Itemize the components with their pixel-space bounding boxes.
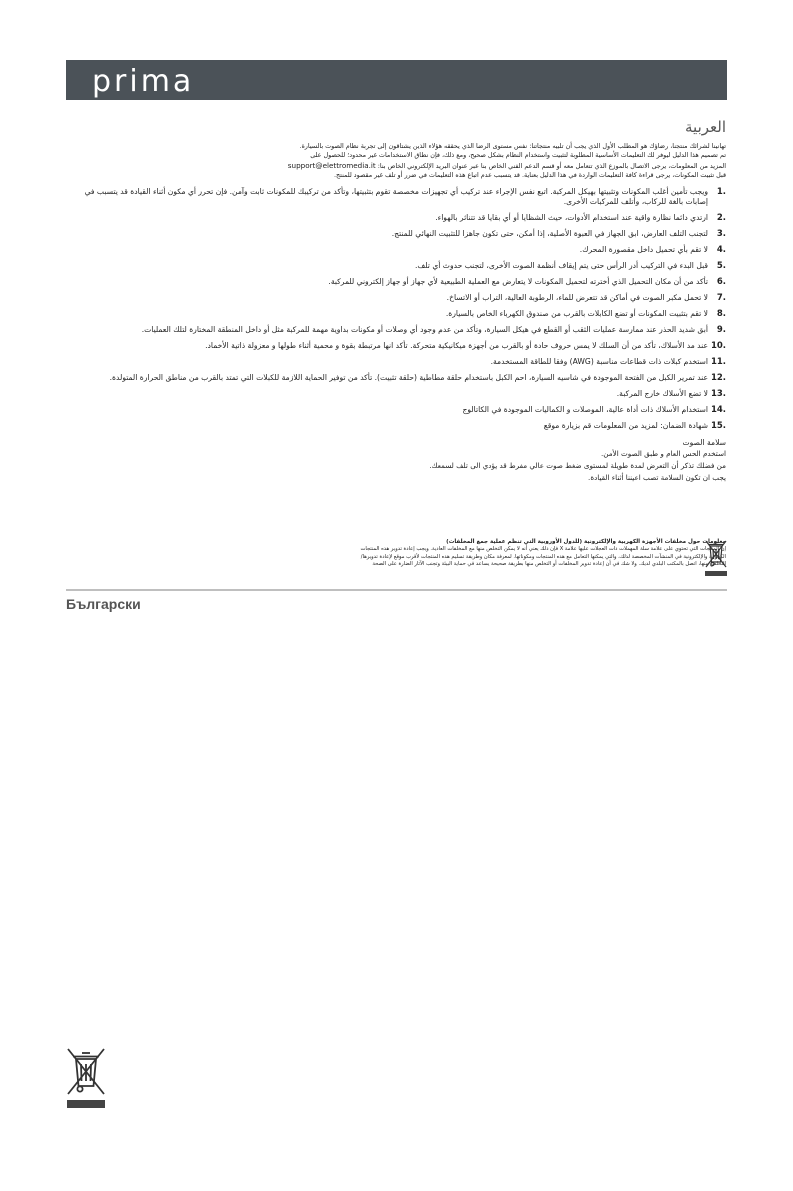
instruction-number: 4. (716, 244, 726, 255)
intro-paragraph-4: قبل تثبيت المكونات، يرجى قراءة كافة التعليمات الواردة في هذا الدليل بعناية. قد يتسبب عدم اتباع هذه التعليمات في ضرر أو تلف غير مقصود للمنتج. (334, 171, 726, 180)
instruction-text: ارتدي دائما نظارة واقية عند استخدام الأدوات، حيث الشظايا أو أي بقايا قد تتناثر بالهواء. (435, 212, 708, 222)
weee-text: إن المنتجات التي تحتوي على علامة سلة المهملات ذات العجلات عليها علامة X فإن ذلك يعني أنه لا يمكن التخلص منها مع المخلفات العادية. ويجب إعادة تدوير هذه المنتجات الكهربية والإلكترونية في المنشآت المخصصة لذلك، والتي يمكنها التعامل مع هذه المنتجات ومكوناتها. لمعرفة مكان وطريقة تسليم هذه المنتجات لأقرب موقع لإعادة تدويرها/ التخلص منها، اتصل بالمكتب البلدي لديك. ولا شك في أن إعادة تدوير المخلفات أو التخلص منها بطريقة صحيحة يساعد في حماية البيئة وتجنب الآثار الضارة على الصحة (360, 546, 726, 568)
instruction-number: 13. (710, 388, 726, 399)
intro-paragraph-3-text: المزيد من المعلومات، يرجى الاتصال بالموزع الذي تتعامل معه أو قسم الدعم الفني الخاص بنا عبر عنوان البريد الإلكتروني الخاص بنا: (377, 161, 726, 170)
instruction-number: 10. (710, 340, 726, 351)
instruction-text: قبل البدء في التركيب أدر الرأس حتى يتم إيقاف أنظمة الصوت الأخرى، لتجنب حدوث أي تلف. (415, 260, 708, 270)
instruction-item (66, 229, 726, 239)
instruction-item (66, 357, 726, 367)
instruction-number: 3. (716, 228, 726, 239)
instruction-text: لتجنب التلف العارض، ابق الجهاز في العبوة الأصلية، إذا أمكن، حتى تكون جاهزا للتثبيت النهائي للمنتج. (391, 228, 708, 238)
instruction-text: ويجب تأمين أغلب المكونات وتثبيتها بهيكل المركبة. اتبع نفس الإجراء عند تركيب أي تجهيزات مخصصة تقوم بتثبيتها، وتأكد من تركيبك للمكونات ثابت وآمن. فإن تحرر أي مكون أثناء القيادة قد يتسبب في إصابات بالغة للركاب، وأتلف للمركبات الأخرى. (84, 186, 708, 206)
safety-line-1: استخدم الحس العام و طبق الصوت الأمن. (601, 448, 726, 458)
instruction-item (66, 405, 726, 415)
instruction-number: 8. (716, 308, 726, 319)
instruction-text: عند مد الأسلاك، تأكد من أن السلك لا يمس حروف حادة أو بالقرب من أجهزة ميكانيكية متحركة. تأكد انها مرتبطة بقوة و محمية أثناء طولها و معزولة ذاتية الأخماد. (205, 340, 708, 350)
instruction-text: استخدام الأسلاك ذات أداة عالية، الموصلات و الكماليات الموجودة في الكاتالوج (462, 404, 708, 414)
intro-paragraph-2: تم تصميم هذا الدليل ليوفر لك التعليمات الأساسية المطلوبة لتثبيت واستخدام النظام بشكل صحيح، ومع ذلك، فإن نطاق الاستخدامات غير محدود؛ للحصول على (310, 151, 726, 160)
weee-notice (296, 538, 726, 569)
arabic-section (66, 118, 726, 484)
instruction-item (66, 325, 726, 335)
instruction-number: 9. (716, 324, 726, 335)
instruction-text: استخدم كبلات ذات قطاعات مناسبة (AWG) وفقا للطاقة المستخدمة. (490, 356, 708, 366)
instruction-text: لا تحمل مكبر الصوت في أماكن قد تتعرض للماء، الرطوبة العالية، التراب أو الاتساخ. (446, 292, 708, 302)
instruction-number: 6. (716, 276, 726, 287)
instruction-text: لا تقم بأي تحميل داخل مقصورة المحرك. (579, 244, 708, 254)
instruction-item (66, 293, 726, 303)
instruction-number: 1. (716, 186, 726, 197)
instruction-number: 5. (716, 260, 726, 271)
intro-paragraph-3 (66, 161, 726, 171)
arabic-heading: العربية (685, 118, 726, 136)
support-email-link[interactable]: support@elettromedia.it (287, 160, 376, 170)
safety-line-2: من فضلك تذكر أن التعرض لمدة طويلة لمستوى ضغط صوت عالي مفرط قد يؤدي الى تلف لسمعك. (429, 460, 726, 470)
instruction-item (66, 277, 726, 287)
crossed-out-wheelie-bin-icon (703, 538, 729, 578)
instruction-item (66, 421, 726, 431)
instructions-list (66, 187, 726, 431)
instruction-number: 12. (710, 372, 726, 383)
instruction-item (66, 245, 726, 255)
safety-heading: سلامة الصوت (682, 437, 726, 447)
crossed-out-wheelie-bin-icon (64, 1046, 108, 1110)
instruction-number: 11. (710, 356, 726, 367)
instruction-item (66, 373, 726, 383)
instruction-item (66, 309, 726, 319)
intro-paragraph-1: تهانينا لشرائك منتجنا، رضاؤك هو المطلب الأول الذي يجب أن تلبيه منتجاتنا: نفس مستوى الرضا الذي يحققه هؤلاء الذين يشتاقون إلى تجربة نظام الصوت بالسيارة. (299, 142, 726, 150)
instruction-number: 7. (716, 292, 726, 303)
instruction-item (66, 213, 726, 223)
instruction-number: 2. (716, 212, 726, 223)
instruction-item (66, 187, 726, 207)
instruction-text: لا تقم بتثبيت المكونات أو تضع الكابلات بالقرب من صندوق الكهرباء الخاص بالسيارة. (445, 308, 708, 318)
instruction-item (66, 389, 726, 399)
weee-title: معلومات حول مخلفات الأجهزة الكهربية والإلكترونية (للدول الأوروبية التي تنظم عملية جمع المخلفات) (446, 539, 726, 545)
bulgarian-heading: Български (66, 596, 141, 612)
instruction-item (66, 341, 726, 351)
instruction-text: لا تضع الأسلاك خارج المركبة. (616, 388, 708, 398)
instruction-text: أبق شديد الحذر عند ممارسة عمليات الثقب أو القطع في هيكل السيارة، وتأكد من عدم وجود أي وصلات أو مكونات بداوية مهمة للمركبة مثل أو داخل المنطقة المختارة لتلك العمليات. (141, 324, 708, 334)
brand-logo: prima (92, 64, 195, 99)
section-divider (66, 589, 727, 591)
instruction-text: عند تمرير الكبل من الفتحة الموجودة في شاسيه السيارة، احم الكبل باستخدام حلقة مطاطية (حلقة تثبيت). تأكد من توفير الحماية اللازمة للكبلات التي تمتد بالقرب من مناطق الحرارة المتولدة. (109, 372, 708, 382)
safety-line-3: يجب ان تكون السلامة تصب اعيننا أثناء القيادة. (588, 472, 726, 482)
instruction-number: 15. (710, 420, 726, 431)
instruction-text: شهادة الضمان: لمزيد من المعلومات قم بزيارة موقع (543, 420, 708, 430)
instruction-text: تأكد من أن مكان التحميل الذي أخترته لتحميل المكونات لا يتعارض مع العملية الطبيعية لأي جهاز أو جهاز إلكتروني للمركبة. (328, 276, 708, 286)
instruction-number: 14. (710, 404, 726, 415)
instruction-item (66, 261, 726, 271)
